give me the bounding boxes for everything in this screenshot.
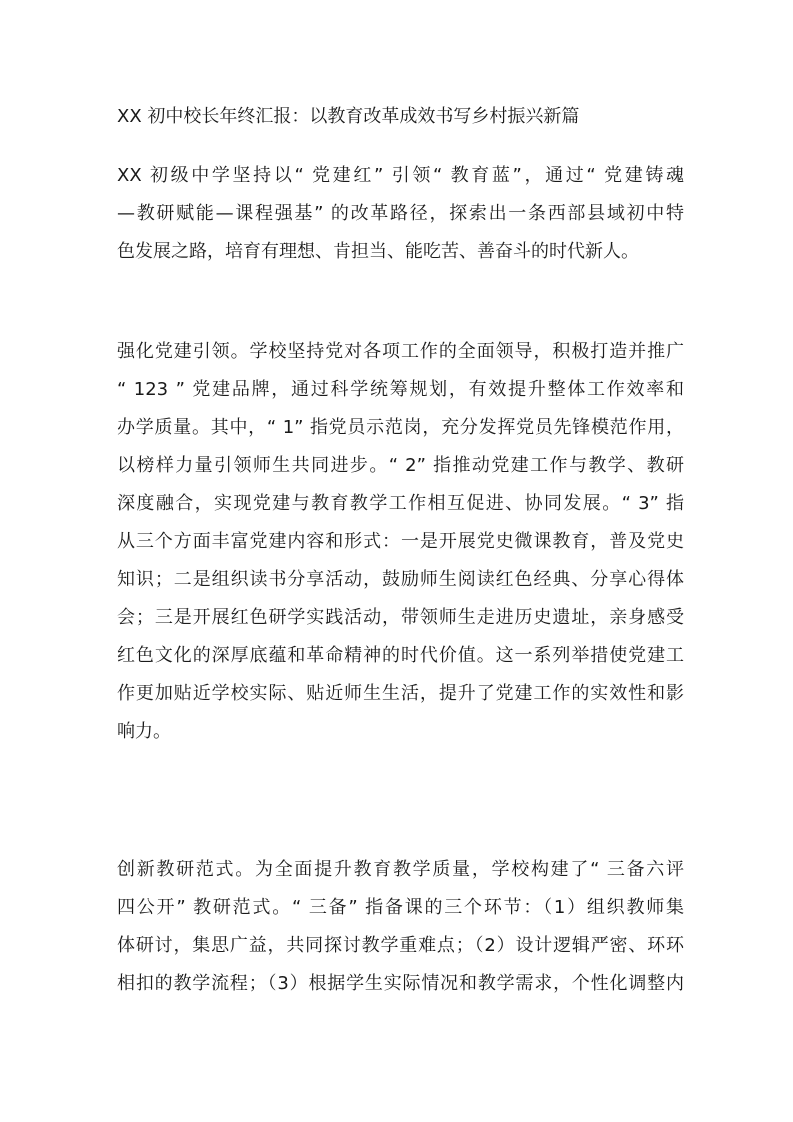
- paragraph-line: 红色文化的深厚底蕴和革命精神的时代价值。这一系列举措使党建工: [117, 645, 684, 666]
- paragraph-line: 办学质量。其中，“ 1” 指党员示范岗，充分发挥党员先锋模范作用，: [117, 417, 684, 438]
- paragraph-line: 强化党建引领。学校坚持党对各项工作的全面领导，积极打造并推广: [117, 341, 684, 362]
- paragraph-line: 会；三是开展红色研学实践活动，带领师生走进历史遗址，亲身感受: [117, 607, 684, 628]
- paragraph-line: 以榜样力量引领师生共同进步。“ 2” 指推动党建工作与教学、教研: [117, 455, 684, 476]
- paragraph-line: —教研赋能—课程强基” 的改革路径，探索出一条西部县域初中特: [117, 203, 684, 224]
- paragraph-line: XX 初级中学坚持以“ 党建红” 引领“ 教育蓝”，通过“ 党建铸魂: [117, 165, 684, 186]
- paragraph-line: 相扣的教学流程；（3）根据学生实际情况和教学需求，个性化调整内: [117, 973, 684, 994]
- paragraph-line: 响力。: [117, 721, 171, 742]
- paragraph-line: 作更加贴近学校实际、贴近师生生活，提升了党建工作的实效性和影: [117, 683, 684, 704]
- paragraph-line: 色发展之路，培育有理想、肯担当、能吃苦、善奋斗的时代新人。: [117, 241, 639, 262]
- paragraph-line: 深度融合，实现党建与教育教学工作相互促进、协同发展。“ 3” 指: [117, 493, 684, 514]
- paragraph-line: 四公开” 教研范式。“ 三备” 指备课的三个环节：（1）组织教师集: [117, 897, 684, 918]
- document-title: XX 初中校长年终汇报：以教育改革成效书写乡村振兴新篇: [117, 106, 580, 127]
- paragraph-line: 创新教研范式。为全面提升教育教学质量，学校构建了“ 三备六评: [117, 859, 684, 880]
- paragraph-line: 体研讨，集思广益，共同探讨教学重难点；（2）设计逻辑严密、环环: [117, 935, 684, 956]
- paragraph-line: 知识；二是组织读书分享活动，鼓励师生阅读红色经典、分享心得体: [117, 569, 684, 590]
- paragraph-line: “ 123 ” 党建品牌，通过科学统筹规划，有效提升整体工作效率和: [117, 379, 684, 400]
- paragraph-line: 从三个方面丰富党建内容和形式：一是开展党史微课教育，普及党史: [117, 531, 684, 552]
